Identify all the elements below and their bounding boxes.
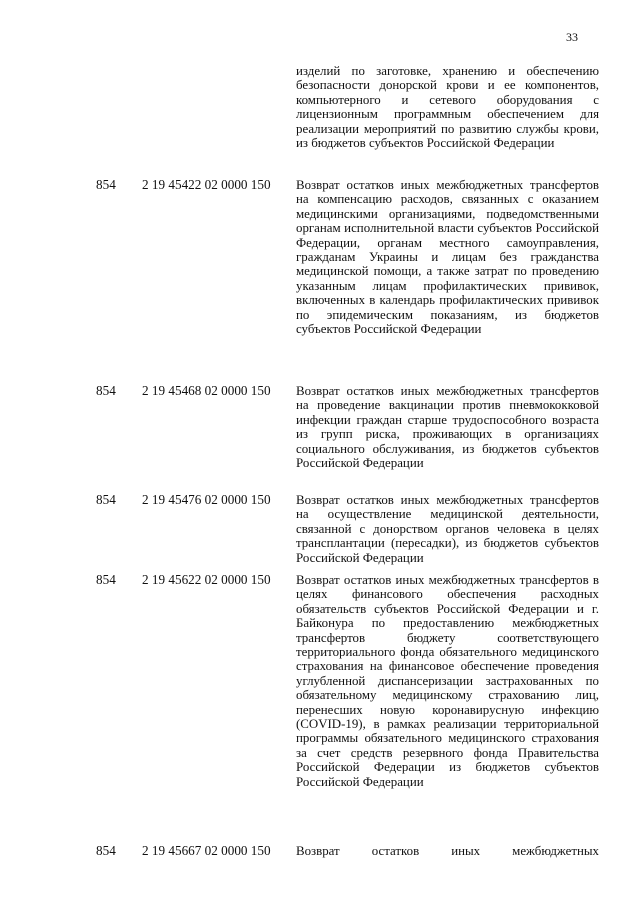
- budget-classification-code: 2 19 45468 02 0000 150: [142, 383, 271, 398]
- admin-code: 854: [96, 492, 116, 507]
- row-description: Возврат остатков иных межбюджетных трансфертов на проведение вакцинации против пневмококковой инфекции граждан старше трудоспособного возраста из групп риска, проживающих в организациях социального обслуживания, из бюджетов субъектов Российской Федерации: [296, 384, 599, 471]
- budget-classification-code: 2 19 45476 02 0000 150: [142, 492, 271, 507]
- row-description: Возврат остатков иных межбюджетных трансфертов на компенсацию расходов, связанных с оказанием медицинскими организациями, подведомственными органам исполнительной власти субъектов Российской Федерации, органам местного самоуправления, гражданам Украины и лицам без гражданства медицинской помощи, а также затрат по проведению указанным лицам профилактических прививок, включенных в календарь профилактических прививок по эпидемическим показаниям, из бюджетов субъектов Российской Федерации: [296, 178, 599, 337]
- budget-classification-code: 2 19 45422 02 0000 150: [142, 177, 271, 192]
- budget-classification-code: 2 19 45667 02 0000 150: [142, 843, 271, 858]
- admin-code: 854: [96, 572, 116, 587]
- row-description: Возврат остатков иных межбюджетных трансфертов в целях финансового обеспечения расходных обязательств субъектов Российской Федерации и г. Байконура по предоставлению межбюджетных трансфертов бюджету соответствующего территориального фонда обязательного медицинского страхования на финансовое обеспечение проведения углубленной диспансеризации застрахованных по обязательному медицинскому страхованию лиц, перенесших новую коронавирусную инфекцию (COVID-19), в рамках реализации территориальной программы обязательного медицинского страхования за счет средств резервного фонда Правительства Российской Федерации из бюджетов субъектов Российской Федерации: [296, 573, 599, 789]
- budget-classification-code: 2 19 45622 02 0000 150: [142, 572, 271, 587]
- row-description: Возврат остатков иных межбюджетных: [296, 844, 599, 858]
- page-number: 33: [566, 30, 578, 44]
- row-description: Возврат остатков иных межбюджетных трансфертов на осуществление медицинской деятельности, связанной с донорством органов человека в целях трансплантации (пересадки), из бюджетов субъектов Российской Федерации: [296, 493, 599, 565]
- admin-code: 854: [96, 843, 116, 858]
- continued-description: изделий по заготовке, хранению и обеспечению безопасности донорской крови и ее компонентов, компьютерного и сетевого оборудования с лицензионным программным обеспечением для реализации мероприятий по развитию службы крови, из бюджетов субъектов Российской Федерации: [296, 64, 599, 151]
- admin-code: 854: [96, 383, 116, 398]
- admin-code: 854: [96, 177, 116, 192]
